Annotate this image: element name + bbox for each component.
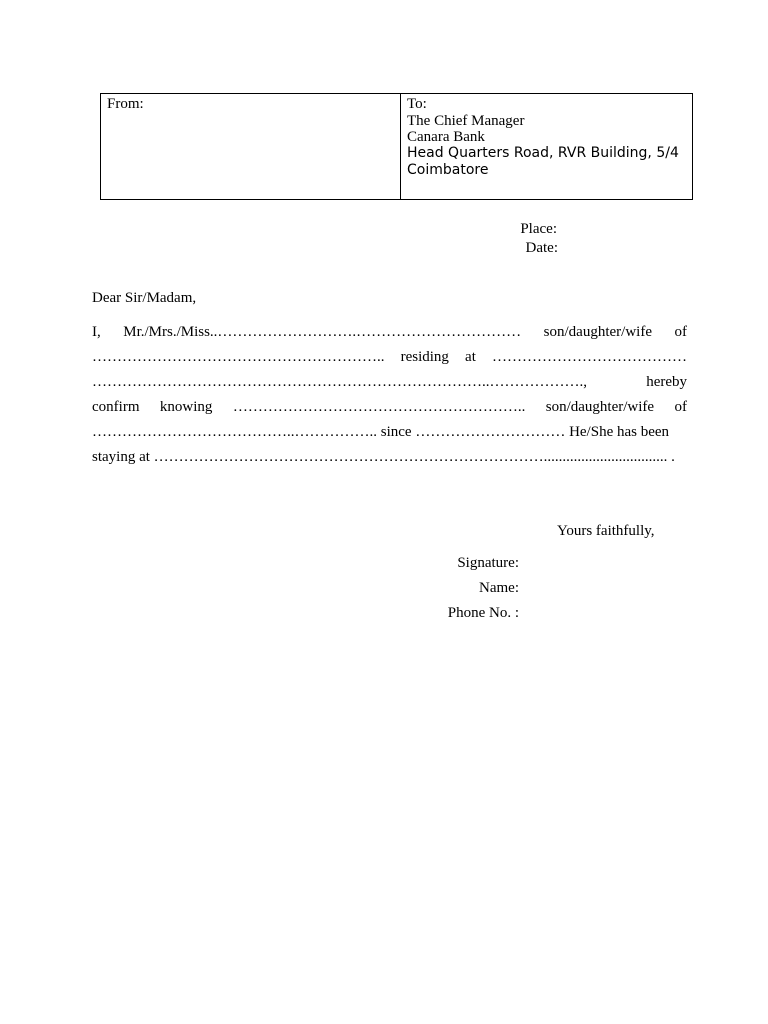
body-word: residing [400, 349, 449, 365]
body-word: at [465, 349, 476, 365]
body-line-6 [92, 445, 687, 470]
to-cell [401, 94, 692, 199]
body-line-4 [92, 395, 687, 420]
body-name-blank: Mr./Mrs./Miss..……………………….…………………………… [123, 324, 522, 340]
to-label: To: [407, 96, 427, 112]
body-line-2 [92, 345, 687, 370]
body-word: son/daughter/wife [545, 399, 655, 415]
recipient-street: Head Quarters Road, RVR Building, 5/4 [407, 145, 679, 161]
body-text: staying at ……………………………………………………………………................................. . [92, 449, 675, 465]
body-word: knowing [159, 399, 213, 415]
body-word: of [674, 324, 687, 340]
recipient-bank: Canara Bank [407, 129, 485, 145]
letter-body [92, 320, 687, 470]
body-word: of [674, 399, 687, 415]
body-line-3 [92, 370, 687, 395]
phone-label: Phone No. : [447, 605, 519, 621]
body-blank: ………………………………………………….. [92, 349, 385, 365]
from-label: From: [107, 96, 144, 112]
body-text: …………………………………..…………….. since ………………………… He/She has been [92, 424, 670, 440]
date-label: Date: [525, 240, 558, 256]
name-label: Name: [479, 580, 519, 596]
closing: Yours faithfully, [557, 523, 655, 539]
body-word: confirm [92, 399, 140, 415]
recipient-title: The Chief Manager [407, 113, 525, 129]
recipient-city: Coimbatore [407, 162, 489, 178]
body-word: son/daughter/wife [543, 324, 652, 340]
body-word: hereby [646, 374, 687, 390]
body-blank: ………………………………………………….. [232, 399, 526, 415]
body-line-1 [92, 320, 687, 345]
greeting: Dear Sir/Madam, [92, 290, 197, 306]
body-word: I, [92, 324, 101, 340]
address-table [100, 93, 693, 200]
signature-label: Signature: [457, 555, 519, 571]
body-blank: ………………………………… [491, 349, 687, 365]
body-blank: ……………………………………………………………………..………………., [92, 374, 587, 390]
place-label: Place: [520, 221, 557, 237]
body-line-5 [92, 420, 687, 445]
from-cell [101, 94, 401, 199]
